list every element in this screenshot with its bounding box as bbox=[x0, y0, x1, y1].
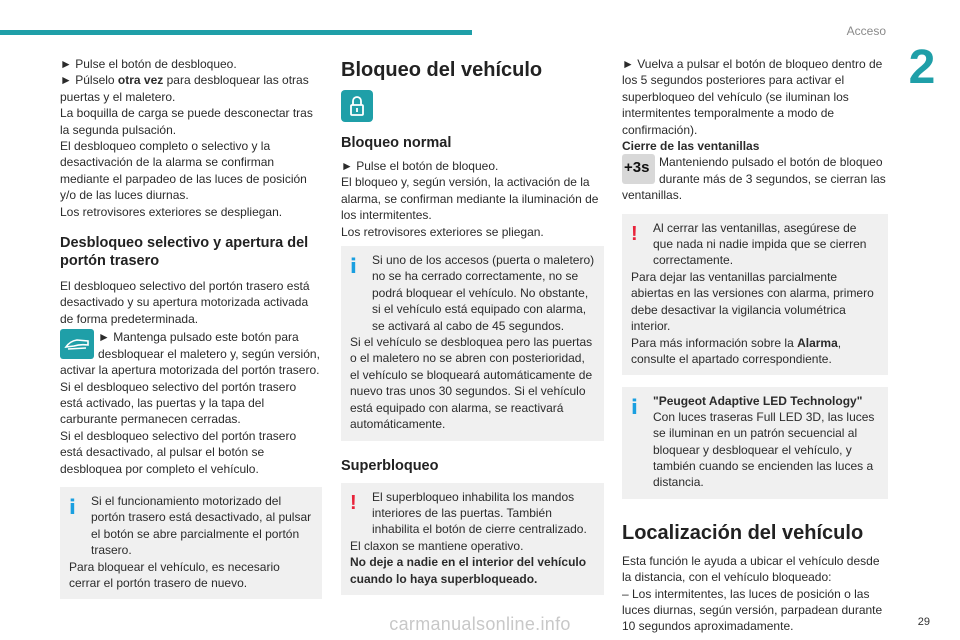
warning-icon: ! bbox=[631, 222, 638, 245]
header-accent-bar bbox=[0, 30, 472, 35]
icon-instruction: ► Mantenga pulsado este botón para desbloquear el maletero y, según versión, activar la apertura motorizada del portón trasero. bbox=[60, 329, 322, 378]
title-localizacion: Localización del vehículo bbox=[622, 521, 864, 544]
lock-icon bbox=[341, 90, 604, 122]
watermark: carmanualsonline.info bbox=[389, 614, 571, 634]
info-icon: i bbox=[69, 494, 76, 519]
info-note: i Si uno de los accesos (puerta o maletero) no se ha cerrado correctamente, no se podrá bloquear el vehículo. No obstante, si el vehículo está equipado con alarma, se activará al cabo de 45 segundos. Si el vehículo se desbloquea pero las puertas o el maletero no se abren con posterioridad, el vehículo se bloqueará automáticamente de nuevo tras unos 30 segundos. Si el vehículo está equipado con alarma, se reactivará automáticamente. bbox=[341, 246, 604, 440]
page-number: 29 bbox=[917, 616, 930, 628]
column-2 bbox=[341, 56, 604, 595]
subheading-windows: Cierre de las ventanillas bbox=[622, 139, 760, 154]
paragraph: El desbloqueo selectivo del portón trasero está desactivado y su apertura motorizada activada de forma predeterminada. bbox=[60, 279, 310, 326]
paragraph: Si el desbloqueo selectivo del portón trasero está activado, las puertas y la tapa del carburante permanecen cerradas. bbox=[60, 379, 297, 427]
column-1 bbox=[60, 56, 322, 599]
bullet-unlock: ► Pulse el botón de desbloqueo. bbox=[60, 56, 322, 72]
paragraph: Los retrovisores exteriores se pliegan. bbox=[341, 224, 544, 239]
heading-normal-lock: Bloqueo normal bbox=[341, 135, 452, 151]
warning-icon: ! bbox=[350, 491, 357, 514]
bullet-unlock-again: ► Púlselo otra vez para desbloquear las otras puertas y el maletero. bbox=[60, 72, 322, 105]
bullet-superlock: ► Vuelva a pulsar el botón de bloqueo dentro de los 5 segundos posteriores para activar el superbloqueo del vehículo (se iluminan los intermitentes temporalmente a modo de confirmación). bbox=[622, 56, 888, 138]
heading-selective-unlock: Desbloqueo selectivo y apertura del portón trasero bbox=[60, 235, 309, 270]
info-icon: i bbox=[631, 395, 638, 420]
info-note: i "Peugeot Adaptive LED Technology" Con luces traseras Full LED 3D, las luces se iluminan en un patrón secuencial al bloquear y desbloquear el vehículo, y también cuando se encienden las luces a distancia. bbox=[622, 387, 888, 498]
chapter-number: 2 bbox=[908, 41, 936, 94]
paragraph: La boquilla de carga se puede desconectar tras la segunda pulsación. bbox=[60, 106, 313, 137]
bullet-lock: ► Pulse el botón de bloqueo. bbox=[341, 158, 604, 174]
info-note: i Si el funcionamiento motorizado del portón trasero está desactivado, al pulsar el botón se abre parcialmente el portón trasero. Para bloquear el vehículo, es necesario cerrar el portón trasero de nuevo. bbox=[60, 487, 322, 599]
paragraph: Esta función le ayuda a ubicar el vehículo desde la distancia, con el vehículo bloqueado: bbox=[622, 553, 880, 585]
warning-note: ! El superbloqueo inhabilita los mandos interiores de las puertas. También inhabilita el botón de cierre centralizado. El claxon se mantiene operativo. No deje a nadie en el interior del vehículo cuando lo haya superbloqueado. bbox=[341, 483, 604, 595]
info-icon: i bbox=[350, 254, 357, 279]
warning-note: ! Al cerrar las ventanillas, asegúrese de que nada ni nadie impida que se cierren correctamente. Para dejar las ventanillas parcialmente abiertas en las versiones con alarma, primero debe desactivar la vigilancia volumétrica interior. Para más información sobre la Alarma, consulte el apartado correspondiente. bbox=[622, 214, 888, 376]
title-bloqueo: Bloqueo del vehículo bbox=[341, 59, 543, 81]
column-3 bbox=[622, 56, 888, 635]
paragraph: El bloqueo y, según versión, la activación de la alarma, se confirman mediante la iluminación de los intermitentes. bbox=[341, 175, 599, 223]
paragraph: Si el desbloqueo selectivo del portón trasero está desactivado, al pulsar el botón se desbloquea por completo el vehículo. bbox=[60, 428, 297, 476]
paragraph: El desbloqueo completo o selectivo y la desactivación de la alarma se confirman mediante el parpadeo de las luces de posición y/o de las luces diurnas. bbox=[60, 139, 307, 203]
paragraph: – Los intermitentes, las luces de posición o las luces diurnas, según versión, parpadean durante 10 segundos aproximadamente. bbox=[622, 586, 883, 634]
paragraph: Los retrovisores exteriores se despliegan. bbox=[60, 204, 283, 219]
section-name: Acceso bbox=[846, 24, 886, 38]
tailgate-button-icon bbox=[60, 329, 94, 359]
icon-instruction: +3s Manteniendo pulsado el botón de bloqueo durante más de 3 segundos, se cierran las ventanillas. bbox=[622, 155, 886, 203]
plus-3s-icon: +3s bbox=[622, 154, 655, 184]
heading-superlock: Superbloqueo bbox=[341, 457, 439, 474]
